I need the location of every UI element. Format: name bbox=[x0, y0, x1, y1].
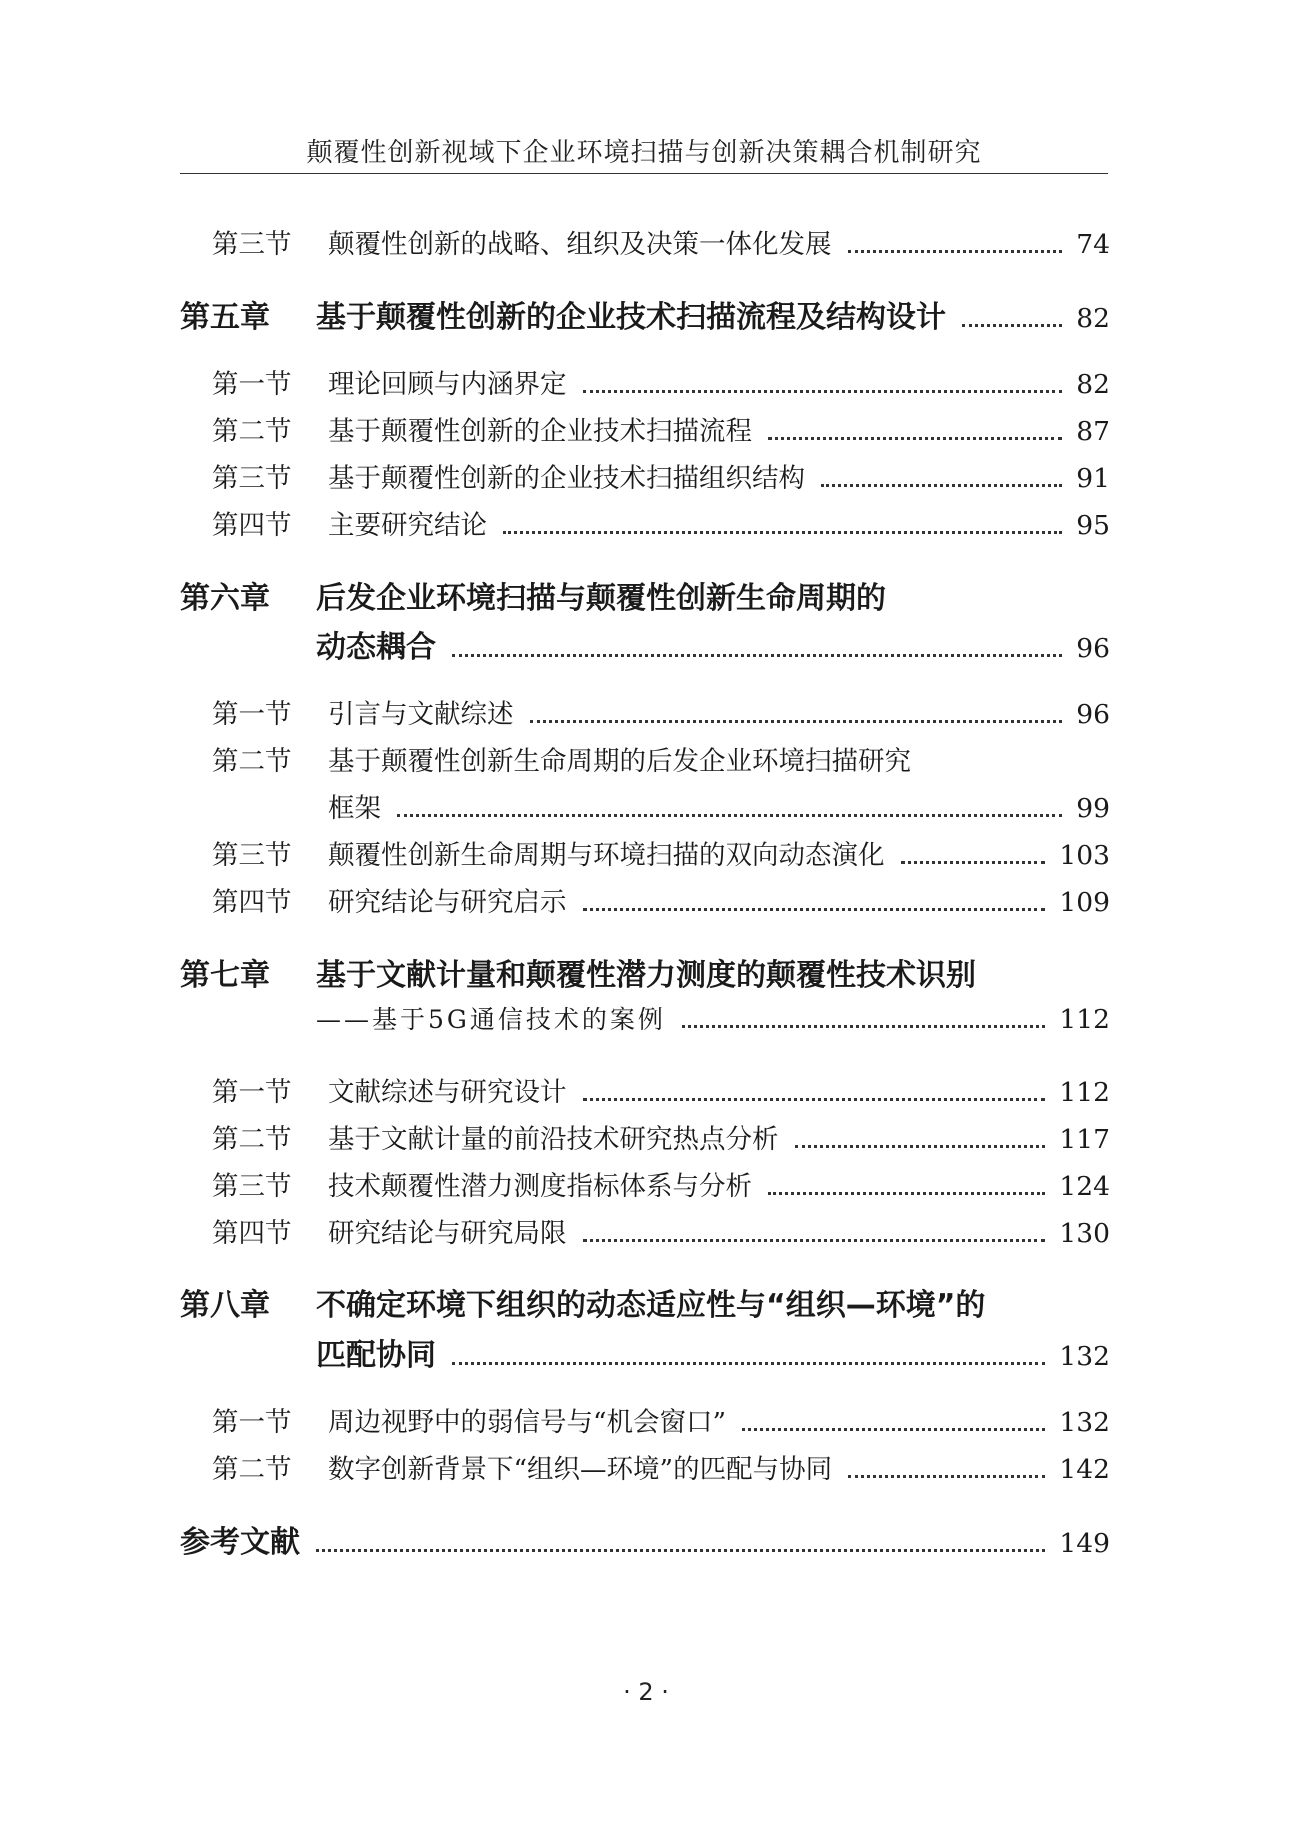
running-header: 颠覆性创新视域下企业环境扫描与创新决策耦合机制研究 bbox=[306, 138, 982, 168]
chapter-number: 第八章 bbox=[180, 1288, 270, 1323]
page-number: 96 bbox=[1076, 633, 1110, 664]
section-title: 研究结论与研究局限 bbox=[328, 1218, 567, 1249]
toc-entry-section[interactable] bbox=[212, 1117, 1110, 1155]
toc-entry-section[interactable] bbox=[212, 503, 1110, 541]
toc-entry-section[interactable] bbox=[212, 1164, 1110, 1202]
section-title: 基于文献计量的前沿技术研究热点分析 bbox=[328, 1124, 779, 1155]
section-number: 第二节 bbox=[212, 746, 292, 777]
toc-entry-section[interactable] bbox=[212, 409, 1110, 447]
toc-entry-section[interactable] bbox=[212, 692, 1110, 730]
page-number: 132 bbox=[1059, 1407, 1110, 1438]
page-number: 117 bbox=[1059, 1124, 1110, 1155]
section-number: 第四节 bbox=[212, 510, 292, 541]
page-number: 82 bbox=[1076, 303, 1110, 334]
dot-leader bbox=[848, 1475, 1045, 1478]
dot-leader bbox=[583, 390, 1063, 393]
chapter-title-continued: 动态耦合 bbox=[316, 630, 436, 665]
page-number: 124 bbox=[1059, 1171, 1110, 1202]
dot-leader bbox=[795, 1145, 1046, 1148]
page-number: 96 bbox=[1076, 699, 1110, 730]
toc-entry-chapter-subtitle[interactable] bbox=[180, 1000, 1110, 1040]
section-number: 第一节 bbox=[212, 1077, 292, 1108]
section-number: 第二节 bbox=[212, 1124, 292, 1155]
dot-leader bbox=[452, 1362, 1045, 1365]
section-title: 颠覆性创新的战略、组织及决策一体化发展 bbox=[328, 229, 832, 260]
section-number: 第三节 bbox=[212, 229, 292, 260]
section-title: 基于颠覆性创新的企业技术扫描组织结构 bbox=[328, 463, 805, 494]
toc-entry-section[interactable] bbox=[212, 1400, 1110, 1438]
dot-leader bbox=[316, 1549, 1045, 1552]
chapter-title: 基于文献计量和颠覆性潜力测度的颠覆性技术识别 bbox=[316, 958, 976, 993]
dot-leader bbox=[742, 1428, 1045, 1431]
toc-entry-section[interactable] bbox=[212, 833, 1110, 871]
page-number: 112 bbox=[1059, 1077, 1110, 1108]
section-number: 第一节 bbox=[212, 369, 292, 400]
page-number: 149 bbox=[1059, 1528, 1110, 1559]
toc-entry-section[interactable] bbox=[212, 362, 1110, 400]
chapter-number: 第七章 bbox=[180, 958, 270, 993]
chapter-number: 第五章 bbox=[180, 300, 270, 335]
page-number: 103 bbox=[1059, 840, 1110, 871]
section-number: 第三节 bbox=[212, 840, 292, 871]
section-number: 第三节 bbox=[212, 1171, 292, 1202]
section-title: 理论回顾与内涵界定 bbox=[328, 369, 567, 400]
dot-leader bbox=[768, 1192, 1045, 1195]
toc-entry-chapter[interactable] bbox=[180, 573, 1110, 616]
section-title-continued: 框架 bbox=[328, 793, 381, 824]
dot-leader bbox=[583, 1239, 1046, 1242]
chapter-subtitle: ——基于5G通信技术的案例 bbox=[316, 1005, 666, 1034]
section-number: 第二节 bbox=[212, 416, 292, 447]
page-footer-number: · 2 · bbox=[623, 1678, 669, 1706]
toc-entry-chapter[interactable] bbox=[180, 292, 1110, 335]
dot-leader bbox=[530, 720, 1063, 723]
toc-entry-section[interactable] bbox=[212, 1070, 1110, 1108]
toc-entry-references[interactable] bbox=[180, 1517, 1110, 1560]
section-title: 基于颠覆性创新的企业技术扫描流程 bbox=[328, 416, 752, 447]
chapter-title: 后发企业环境扫描与颠覆性创新生命周期的 bbox=[316, 581, 886, 616]
chapter-title: 不确定环境下组织的动态适应性与“组织—环境”的 bbox=[316, 1288, 986, 1323]
page-number: 99 bbox=[1076, 793, 1110, 824]
toc-entry-chapter[interactable] bbox=[180, 950, 1110, 993]
page-number: 142 bbox=[1059, 1454, 1110, 1485]
section-title: 主要研究结论 bbox=[328, 510, 487, 541]
dot-leader bbox=[583, 1098, 1046, 1101]
dot-leader bbox=[397, 814, 1062, 817]
dot-leader bbox=[901, 861, 1046, 864]
toc-entry-chapter-continued[interactable] bbox=[180, 622, 1110, 665]
section-number: 第一节 bbox=[212, 1407, 292, 1438]
section-number: 第四节 bbox=[212, 887, 292, 918]
section-title: 基于颠覆性创新生命周期的后发企业环境扫描研究 bbox=[328, 746, 911, 777]
dot-leader bbox=[503, 531, 1062, 534]
toc-entry-section[interactable] bbox=[212, 880, 1110, 918]
section-number: 第四节 bbox=[212, 1218, 292, 1249]
dot-leader bbox=[848, 250, 1063, 253]
toc-entry-section[interactable] bbox=[212, 222, 1110, 260]
chapter-number: 第六章 bbox=[180, 581, 270, 616]
page-number: 74 bbox=[1076, 229, 1110, 260]
header-rule bbox=[180, 173, 1108, 174]
section-title: 引言与文献综述 bbox=[328, 699, 514, 730]
dot-leader bbox=[821, 484, 1062, 487]
section-title: 文献综述与研究设计 bbox=[328, 1077, 567, 1108]
page-number: 87 bbox=[1076, 416, 1110, 447]
toc-entry-chapter-continued[interactable] bbox=[180, 1330, 1110, 1373]
toc-entry-section[interactable] bbox=[212, 456, 1110, 494]
dot-leader bbox=[682, 1025, 1046, 1028]
section-number: 第一节 bbox=[212, 699, 292, 730]
toc-entry-section[interactable] bbox=[212, 1211, 1110, 1249]
chapter-title-continued: 匹配协同 bbox=[316, 1338, 436, 1373]
section-title: 颠覆性创新生命周期与环境扫描的双向动态演化 bbox=[328, 840, 885, 871]
page-number: 91 bbox=[1076, 463, 1110, 494]
dot-leader bbox=[962, 324, 1062, 327]
page-number: 112 bbox=[1059, 1004, 1110, 1035]
toc-entry-chapter[interactable] bbox=[180, 1280, 1110, 1323]
section-title: 技术颠覆性潜力测度指标体系与分析 bbox=[328, 1171, 752, 1202]
page-number: 82 bbox=[1076, 369, 1110, 400]
toc-entry-section[interactable] bbox=[212, 1447, 1110, 1485]
section-number: 第三节 bbox=[212, 463, 292, 494]
chapter-title: 基于颠覆性创新的企业技术扫描流程及结构设计 bbox=[316, 300, 946, 335]
section-title: 周边视野中的弱信号与“机会窗口” bbox=[328, 1407, 727, 1438]
section-title: 研究结论与研究启示 bbox=[328, 887, 567, 918]
references-title: 参考文献 bbox=[180, 1525, 300, 1560]
dot-leader bbox=[768, 437, 1062, 440]
dot-leader bbox=[583, 908, 1046, 911]
page-number: 130 bbox=[1059, 1218, 1110, 1249]
dot-leader bbox=[452, 654, 1062, 657]
page-number: 132 bbox=[1059, 1341, 1110, 1372]
page-number: 109 bbox=[1059, 887, 1110, 918]
page-number: 95 bbox=[1076, 510, 1110, 541]
toc-entry-section-continued[interactable] bbox=[212, 786, 1110, 824]
section-title: 数字创新背景下“组织—环境”的匹配与协同 bbox=[328, 1454, 833, 1485]
toc-entry-section[interactable] bbox=[212, 739, 1110, 777]
section-number: 第二节 bbox=[212, 1454, 292, 1485]
